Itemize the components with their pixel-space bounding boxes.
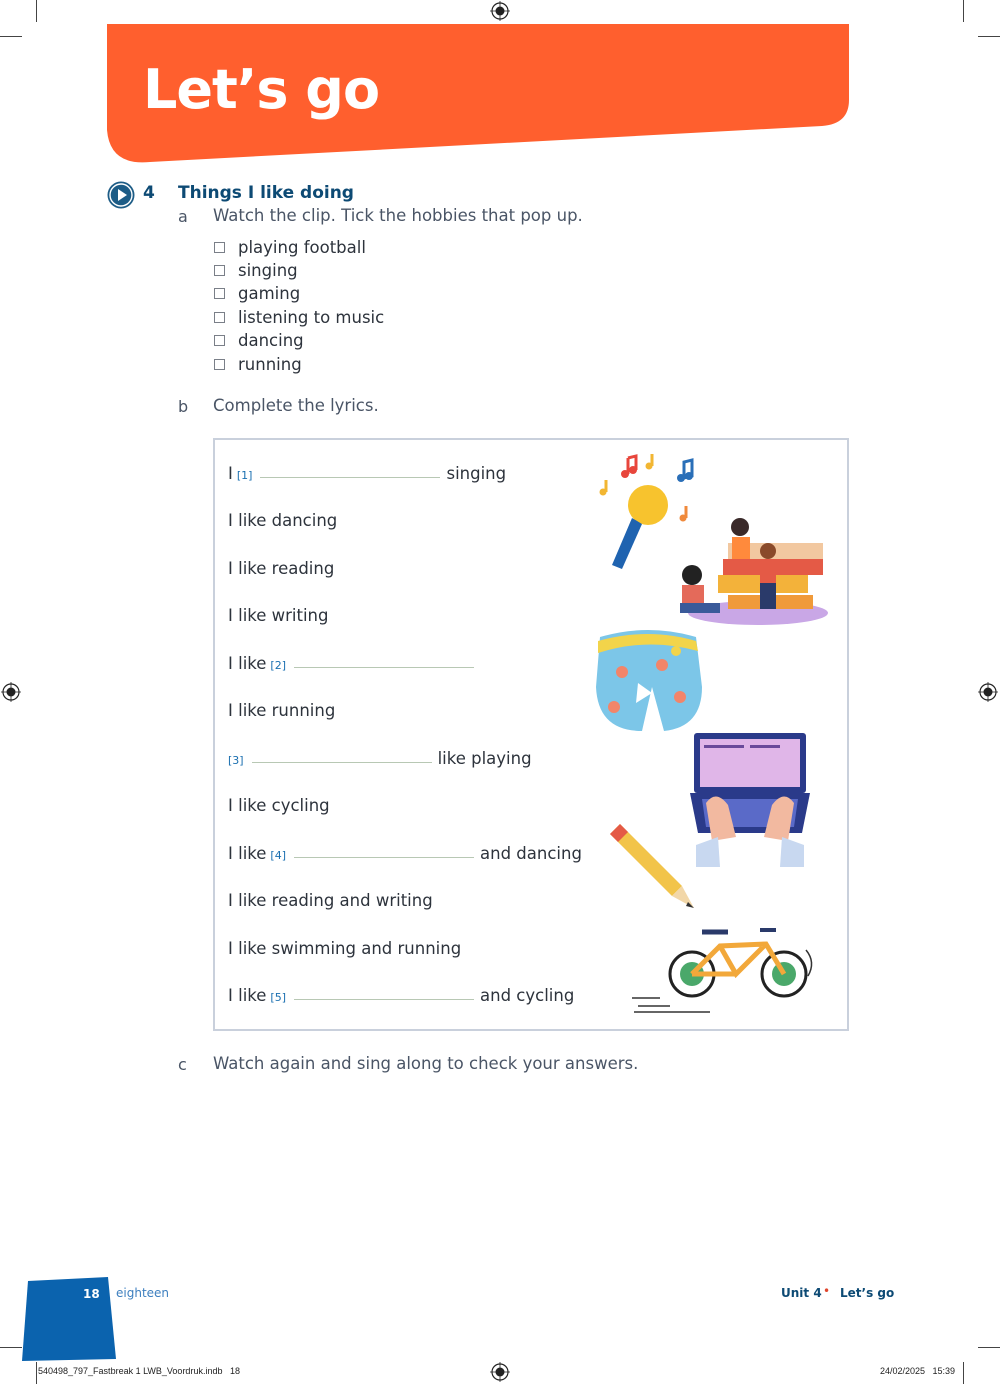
part-a-instruction: Watch the clip. Tick the hobbies that pop up. [213, 206, 583, 225]
laptop-typing-illustration [690, 733, 810, 867]
hobby-label: singing [238, 261, 298, 280]
crop-mark [978, 1347, 1000, 1348]
lyric-line: I like running [228, 701, 336, 720]
lyric-line [228, 654, 480, 673]
bicycle-illustration [630, 922, 818, 1017]
part-a-letter: a [178, 207, 188, 226]
reading-kids-illustration [668, 515, 833, 630]
page-number-tab [0, 1275, 120, 1365]
answer-blank-5[interactable] [294, 998, 474, 1000]
hobby-label: dancing [238, 331, 304, 350]
gap-number: [3] [228, 754, 244, 767]
hobby-option[interactable] [214, 284, 300, 303]
hobby-option[interactable] [214, 261, 298, 280]
exercise-title: Things I like doing [178, 183, 354, 203]
lyric-text: I like [228, 654, 267, 673]
footer-section-title: Let’s go [840, 1286, 895, 1300]
checkbox[interactable] [214, 288, 225, 299]
print-slug-date: 24/02/2025 15:39 [880, 1366, 956, 1376]
exercise-number: 4 [143, 183, 155, 203]
lyric-line: I like writing [228, 606, 329, 625]
checkbox[interactable] [214, 242, 225, 253]
lyric-line: I like swimming and running [228, 939, 462, 958]
checkbox[interactable] [214, 312, 225, 323]
print-slug-file: 540498_797_Fastbreak 1 LWB_Voordruk.indb 18 [38, 1366, 240, 1376]
hobby-option[interactable] [214, 238, 366, 257]
lyric-line [228, 844, 582, 863]
hobby-label: running [238, 355, 302, 374]
play-video-icon[interactable] [107, 181, 135, 209]
pencil-illustration [606, 820, 698, 912]
checkbox[interactable] [214, 359, 225, 370]
lyric-line: I like cycling [228, 796, 330, 815]
lyric-text: and cycling [480, 986, 575, 1005]
answer-blank-4[interactable] [294, 856, 474, 858]
gap-number: [2] [270, 659, 286, 672]
swimming-shorts-illustration [592, 627, 704, 735]
hobby-option[interactable] [214, 331, 304, 350]
footer-separator: • [823, 1284, 831, 1298]
hobby-option[interactable] [214, 355, 302, 374]
crop-mark [963, 1362, 964, 1384]
registration-mark-icon [490, 1362, 510, 1382]
gap-number: [5] [270, 991, 286, 1004]
part-b-letter: b [178, 397, 189, 416]
registration-mark-icon [1, 682, 21, 702]
lyric-line: I like dancing [228, 511, 338, 530]
part-c-letter: c [178, 1055, 187, 1074]
checkbox[interactable] [214, 335, 225, 346]
page-number: 18 [83, 1287, 100, 1301]
part-b-instruction: Complete the lyrics. [213, 396, 379, 415]
hobby-label: playing football [238, 238, 366, 257]
page-number-word: eighteen [116, 1286, 170, 1300]
hobby-label: listening to music [238, 308, 385, 327]
hobby-label: gaming [238, 284, 301, 303]
answer-blank-2[interactable] [294, 666, 474, 668]
page-title: Let’s go [143, 58, 380, 121]
lyric-text: I like [228, 844, 267, 863]
lyric-text: I like [228, 986, 267, 1005]
lyric-line [228, 986, 574, 1005]
hobby-option[interactable] [214, 308, 384, 327]
lyric-line [228, 749, 532, 768]
registration-mark-icon [978, 682, 998, 702]
lyric-text: I [228, 464, 233, 483]
footer-unit: Unit 4 [781, 1286, 822, 1300]
checkbox[interactable] [214, 265, 225, 276]
crop-mark [36, 1362, 37, 1384]
lyric-text: and dancing [480, 844, 582, 863]
lyric-line: I like reading [228, 559, 335, 578]
gap-number: [4] [270, 849, 286, 862]
lyric-text: like playing [437, 749, 532, 768]
answer-blank-1[interactable] [260, 476, 440, 478]
lyric-text: singing [446, 464, 507, 483]
answer-blank-3[interactable] [252, 761, 432, 763]
lyric-line [228, 464, 506, 483]
part-c-instruction: Watch again and sing along to check your answers. [213, 1054, 639, 1073]
lyric-line: I like reading and writing [228, 891, 433, 910]
gap-number: [1] [236, 469, 253, 482]
